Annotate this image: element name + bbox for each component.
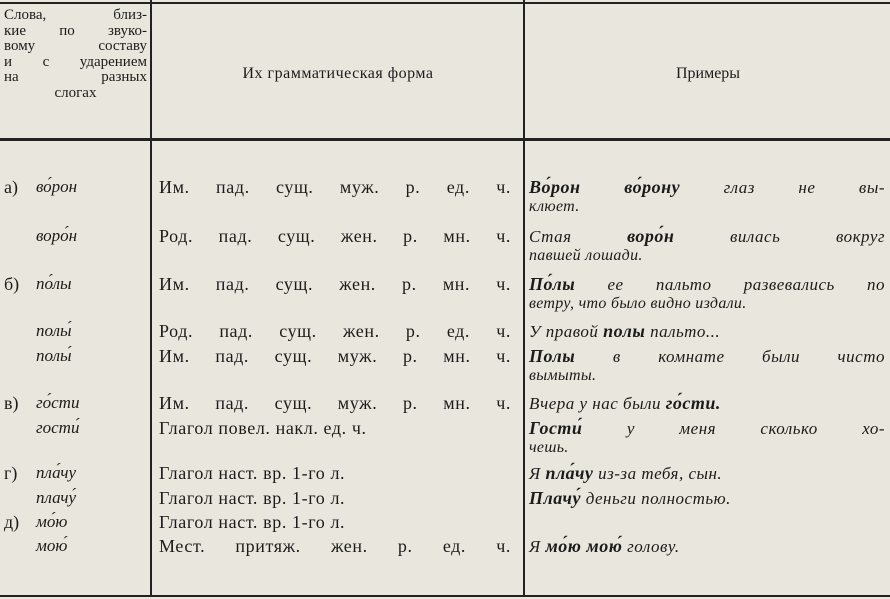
header-words-line: вому составу (4, 38, 147, 54)
row-word: го́сти (36, 393, 80, 412)
row-word: по́лы (36, 274, 72, 293)
example-text-post: глаз не вы- (680, 178, 885, 197)
row-grammar-form: Мест. притяж. жен. р. ед. ч. (159, 536, 511, 556)
row-grammar-form: Глагол наст. вр. 1-го л. (159, 463, 346, 483)
row-example (529, 486, 885, 511)
example-text-post: из-за тебя, сын. (593, 464, 723, 483)
row-grammar-form: Глагол наст. вр. 1-го л. (159, 512, 346, 532)
row-example (529, 416, 885, 441)
example-text-pre: У правой (529, 322, 604, 341)
row-grammar-form: Им. пад. сущ. муж. р. мн. ч. (159, 346, 511, 366)
row-word: мо́ю (36, 512, 68, 531)
table-top-rule (0, 2, 890, 4)
example-text-pre: Стая (529, 227, 628, 246)
row-grammar-form: Глагол наст. вр. 1-го л. (159, 488, 346, 508)
row-marker: г) (4, 463, 18, 483)
row-grammar-form: Глагол повел. накл. ед. ч. (159, 418, 367, 438)
header-words-line: на разных (4, 69, 147, 85)
header-words-line: кие по звуко- (4, 22, 147, 39)
row-example (529, 175, 885, 200)
example-key-word: воро́н (627, 226, 675, 246)
row-word: полы́ (36, 346, 72, 365)
row-example (529, 319, 885, 344)
table-row (0, 416, 890, 456)
example-key-word: Во́рон во́рону (529, 177, 681, 197)
example-text-post: пальто... (645, 322, 721, 341)
table-row (0, 486, 890, 510)
row-example (529, 391, 885, 416)
example-key-word: Полы (529, 346, 576, 366)
example-key-word: го́сти. (665, 393, 721, 413)
table-row (0, 175, 890, 215)
header-words-line: и с ударением (4, 53, 147, 70)
header-grammar-form: Их грамматическая форма (242, 65, 434, 82)
row-marker: в) (4, 393, 19, 413)
table-row (0, 461, 890, 485)
example-text-post: деньги полностью. (580, 489, 731, 508)
row-marker: д) (4, 512, 20, 532)
row-example-continuation: павшей лошади. (529, 247, 643, 264)
header-examples: Примеры (675, 65, 741, 82)
example-text-pre: Я (529, 464, 546, 483)
row-grammar-form: Род. пад. сущ. жен. р. ед. ч. (159, 321, 511, 341)
row-word: гости́ (36, 418, 80, 437)
header-words-line: Слова, близ- (4, 7, 147, 23)
table-bottom-rule (0, 595, 890, 597)
example-text-pre: Вчера у нас были (529, 394, 666, 413)
example-key-word: Гости́ (529, 418, 583, 438)
row-word: полы́ (36, 321, 72, 340)
row-example (529, 534, 885, 559)
table-row (0, 510, 890, 534)
example-text-post: ее пальто развевались по (575, 275, 885, 294)
row-grammar-form: Им. пад. сущ. муж. р. мн. ч. (159, 393, 511, 413)
row-marker: б) (4, 274, 20, 294)
row-example-continuation: чешь. (529, 439, 569, 456)
example-text-pre: Я (529, 537, 546, 556)
example-text-post: голову. (622, 537, 680, 556)
row-word: плачу́ (36, 488, 77, 507)
header-words-column (4, 8, 147, 101)
row-example (529, 272, 885, 297)
example-key-word: мо́ю мою́ (545, 536, 623, 556)
example-text-post: в комнате были чисто (575, 347, 885, 366)
table-row (0, 224, 890, 264)
row-grammar-form: Им. пад. сущ. муж. р. ед. ч. (159, 177, 511, 197)
row-word: воро́н (36, 226, 78, 245)
table-row (0, 344, 890, 384)
row-word: мою́ (36, 536, 68, 555)
example-key-word: Плачу́ (529, 488, 581, 508)
row-word: во́рон (36, 177, 78, 196)
row-example (529, 344, 885, 369)
example-key-word: По́лы (529, 274, 576, 294)
table-row (0, 391, 890, 415)
table-row (0, 319, 890, 343)
example-text-post: вилась вокруг (674, 227, 885, 246)
row-grammar-form: Род. пад. сущ. жен. р. мн. ч. (159, 226, 511, 246)
row-example (529, 224, 885, 249)
row-example (529, 461, 885, 486)
example-key-word: полы (603, 321, 646, 341)
example-key-word: пла́чу (545, 463, 594, 483)
header-bottom-rule (0, 138, 890, 141)
table-row (0, 534, 890, 558)
row-example-continuation: клюет. (529, 198, 580, 215)
header-words-line: слогах (54, 84, 97, 101)
row-example-continuation: ветру, что было видно издали. (529, 295, 747, 312)
row-marker: а) (4, 177, 18, 197)
row-word: пла́чу (36, 463, 77, 482)
row-example-continuation: вымыты. (529, 367, 597, 384)
example-text-post: у меня сколько хо- (582, 419, 885, 438)
row-grammar-form: Им. пад. сущ. жен. р. мн. ч. (159, 274, 511, 294)
table-row (0, 272, 890, 312)
